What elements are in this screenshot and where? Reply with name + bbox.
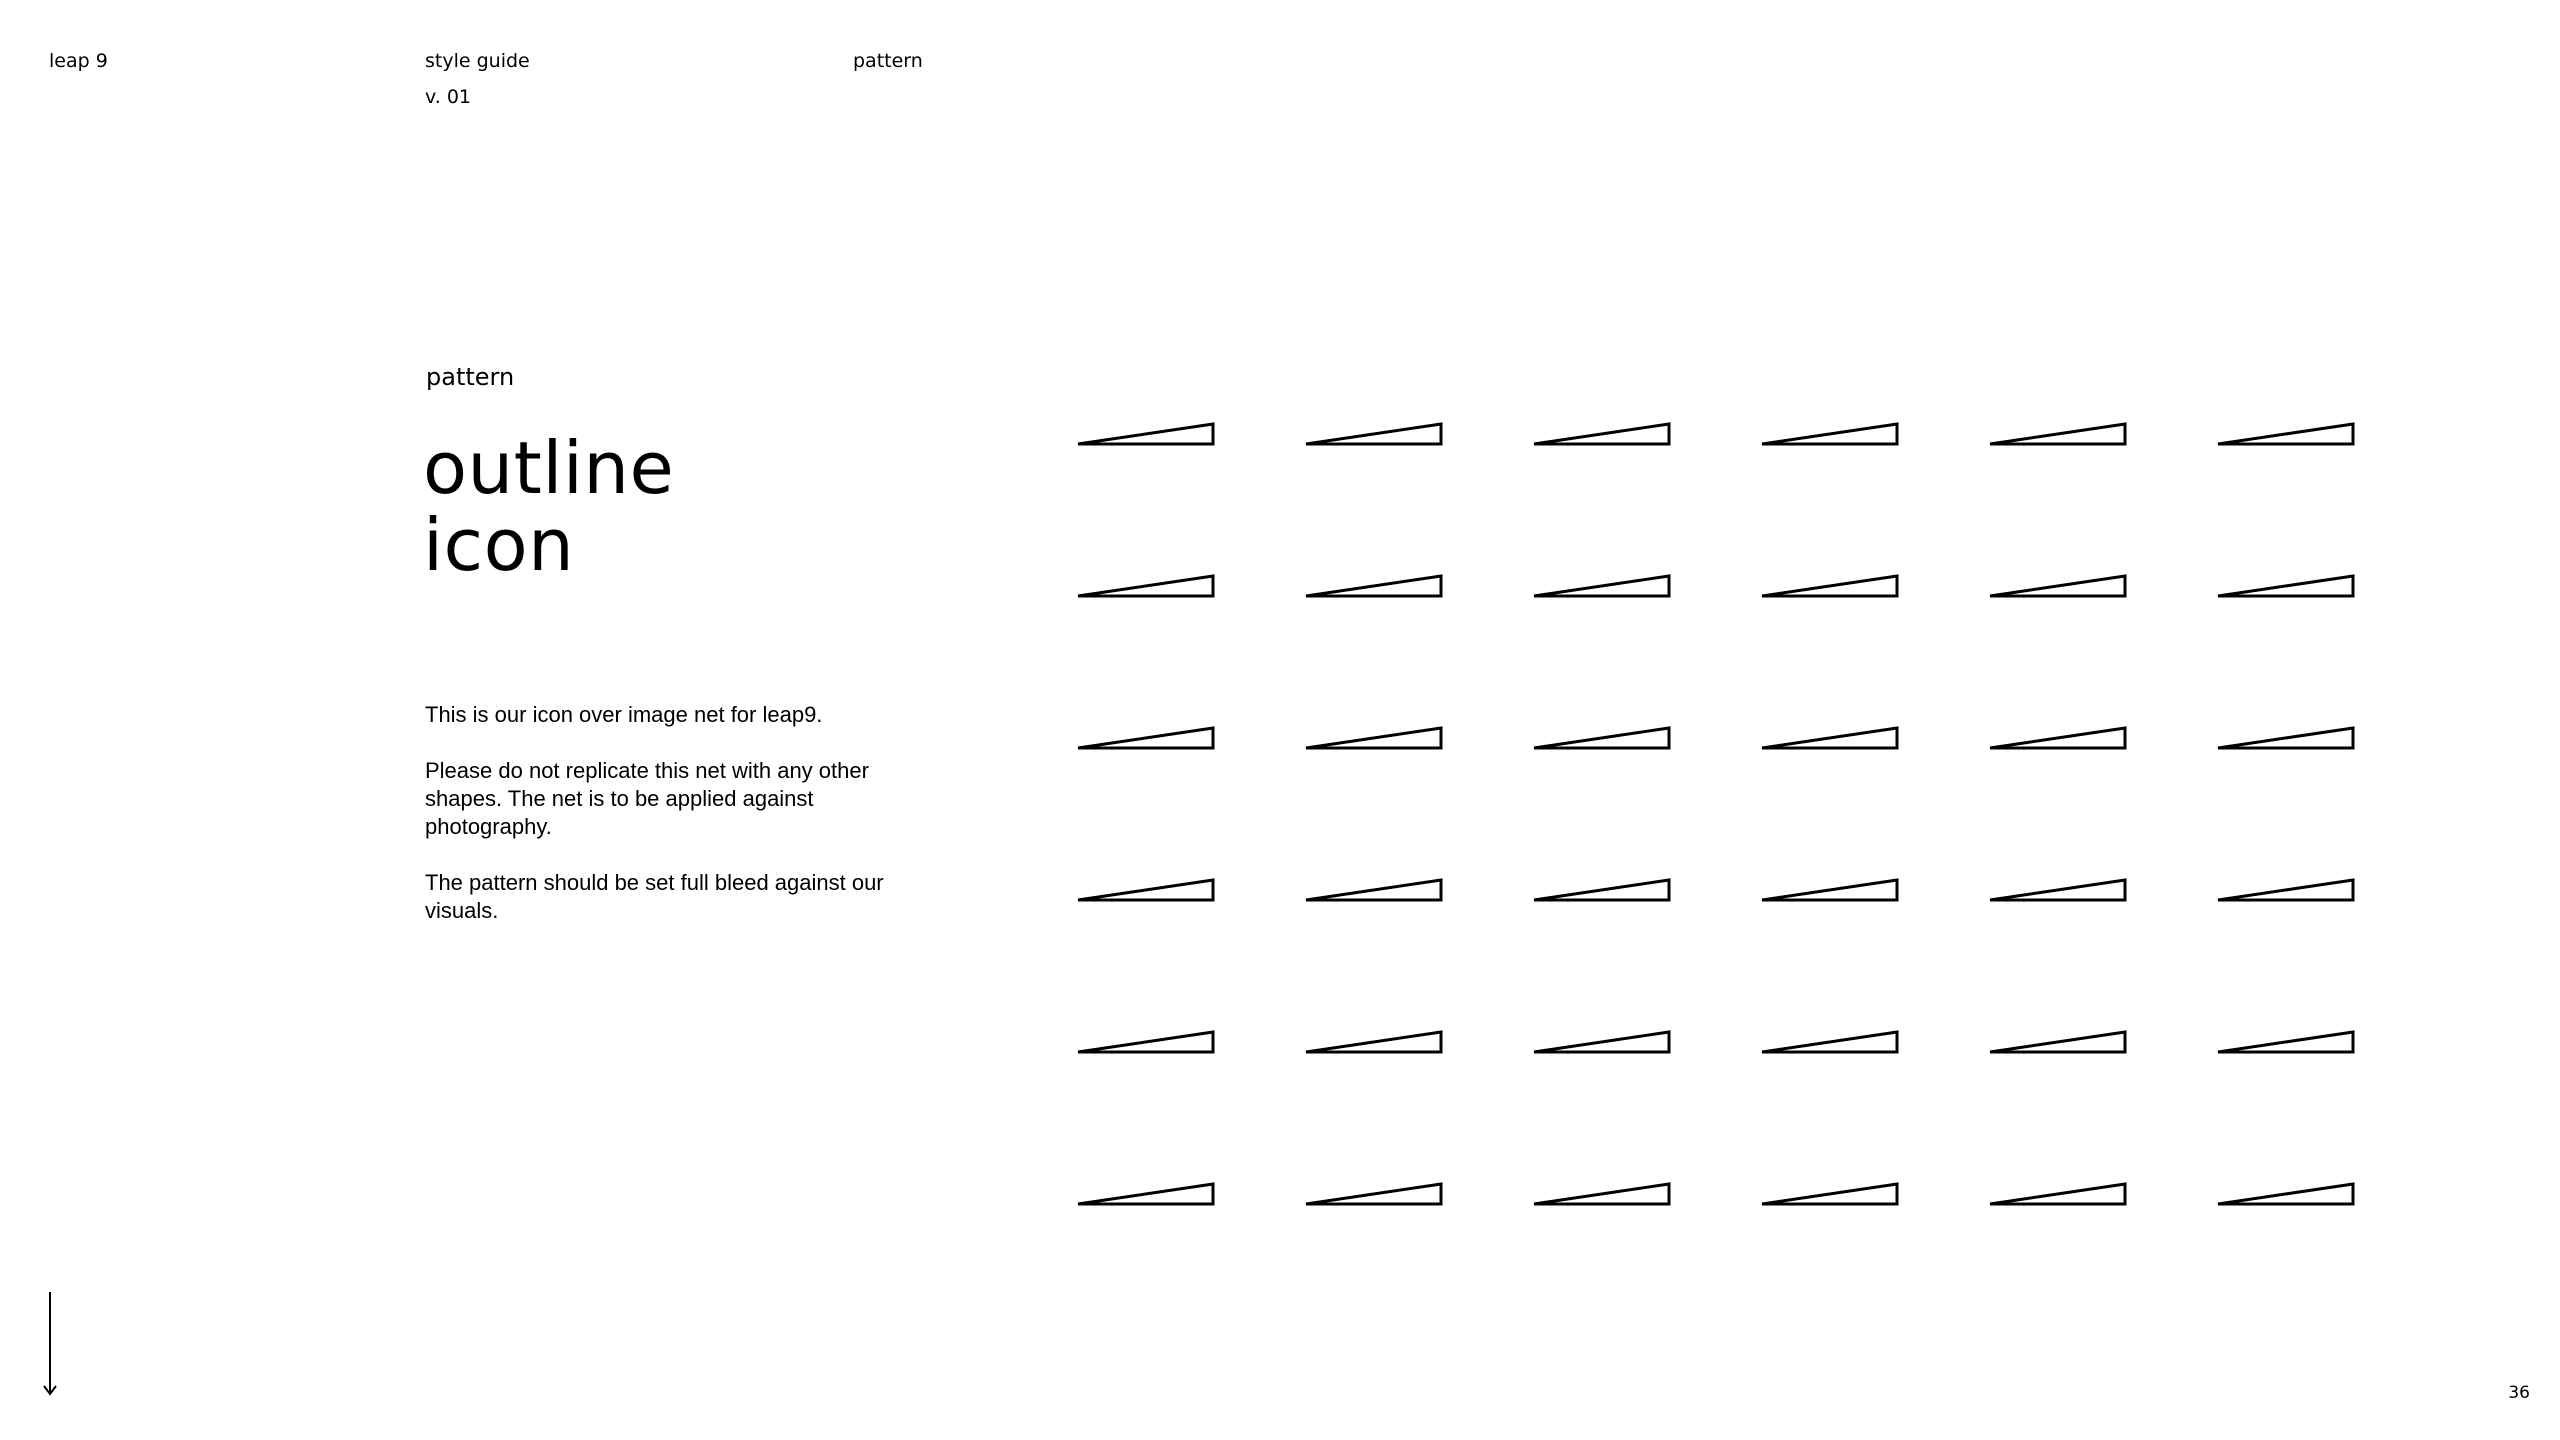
section-label: pattern — [853, 50, 923, 72]
page-number: 36 — [2508, 1383, 2530, 1403]
description-paragraph: Please do not replicate this net with any other shapes. The net is to be applied against photography. — [425, 758, 869, 839]
outline-wedge-icon — [2216, 877, 2356, 903]
guide-title: style guide — [425, 50, 530, 72]
outline-wedge-icon — [2216, 725, 2356, 751]
outline-wedge-icon — [1760, 1029, 1900, 1055]
page-title — [423, 426, 675, 587]
outline-wedge-icon — [1760, 725, 1900, 751]
description — [425, 701, 915, 925]
outline-wedge-icon — [1988, 1181, 2128, 1207]
outline-wedge-icon — [1304, 1029, 1444, 1055]
outline-wedge-icon — [2216, 1029, 2356, 1055]
outline-wedge-icon — [1304, 573, 1444, 599]
outline-wedge-icon — [1760, 877, 1900, 903]
outline-wedge-icon — [1076, 725, 1216, 751]
outline-wedge-icon — [1988, 421, 2128, 447]
outline-wedge-icon — [1988, 1029, 2128, 1055]
brand-name: leap 9 — [49, 50, 108, 72]
section-eyebrow: pattern — [426, 363, 515, 391]
outline-wedge-icon — [1076, 421, 1216, 447]
outline-wedge-icon — [1076, 877, 1216, 903]
outline-wedge-icon — [1760, 573, 1900, 599]
outline-wedge-icon — [1304, 421, 1444, 447]
page-title-line: icon — [423, 503, 575, 587]
outline-wedge-icon — [1532, 877, 1672, 903]
outline-wedge-icon — [1532, 725, 1672, 751]
outline-wedge-icon — [1532, 1029, 1672, 1055]
description-paragraph: The pattern should be set full bleed against our visuals. — [425, 870, 884, 923]
description-paragraph: This is our icon over image net for leap9. — [425, 702, 823, 727]
arrow-down-icon — [40, 1292, 60, 1396]
outline-wedge-icon — [1076, 1029, 1216, 1055]
outline-wedge-icon — [1304, 725, 1444, 751]
outline-wedge-icon — [1988, 877, 2128, 903]
outline-wedge-icon — [1076, 1181, 1216, 1207]
outline-wedge-icon — [1532, 573, 1672, 599]
page-title-line: outline — [423, 426, 675, 510]
outline-wedge-icon — [1988, 725, 2128, 751]
outline-wedge-icon — [1532, 421, 1672, 447]
outline-wedge-icon — [1304, 877, 1444, 903]
outline-wedge-icon — [2216, 421, 2356, 447]
outline-wedge-icon — [1988, 573, 2128, 599]
outline-wedge-icon — [1760, 1181, 1900, 1207]
pattern-grid — [1076, 421, 2366, 1211]
outline-wedge-icon — [1760, 421, 1900, 447]
outline-wedge-icon — [1076, 573, 1216, 599]
guide-version: v. 01 — [425, 86, 472, 108]
outline-wedge-icon — [1532, 1181, 1672, 1207]
outline-wedge-icon — [2216, 1181, 2356, 1207]
outline-wedge-icon — [2216, 573, 2356, 599]
outline-wedge-icon — [1304, 1181, 1444, 1207]
